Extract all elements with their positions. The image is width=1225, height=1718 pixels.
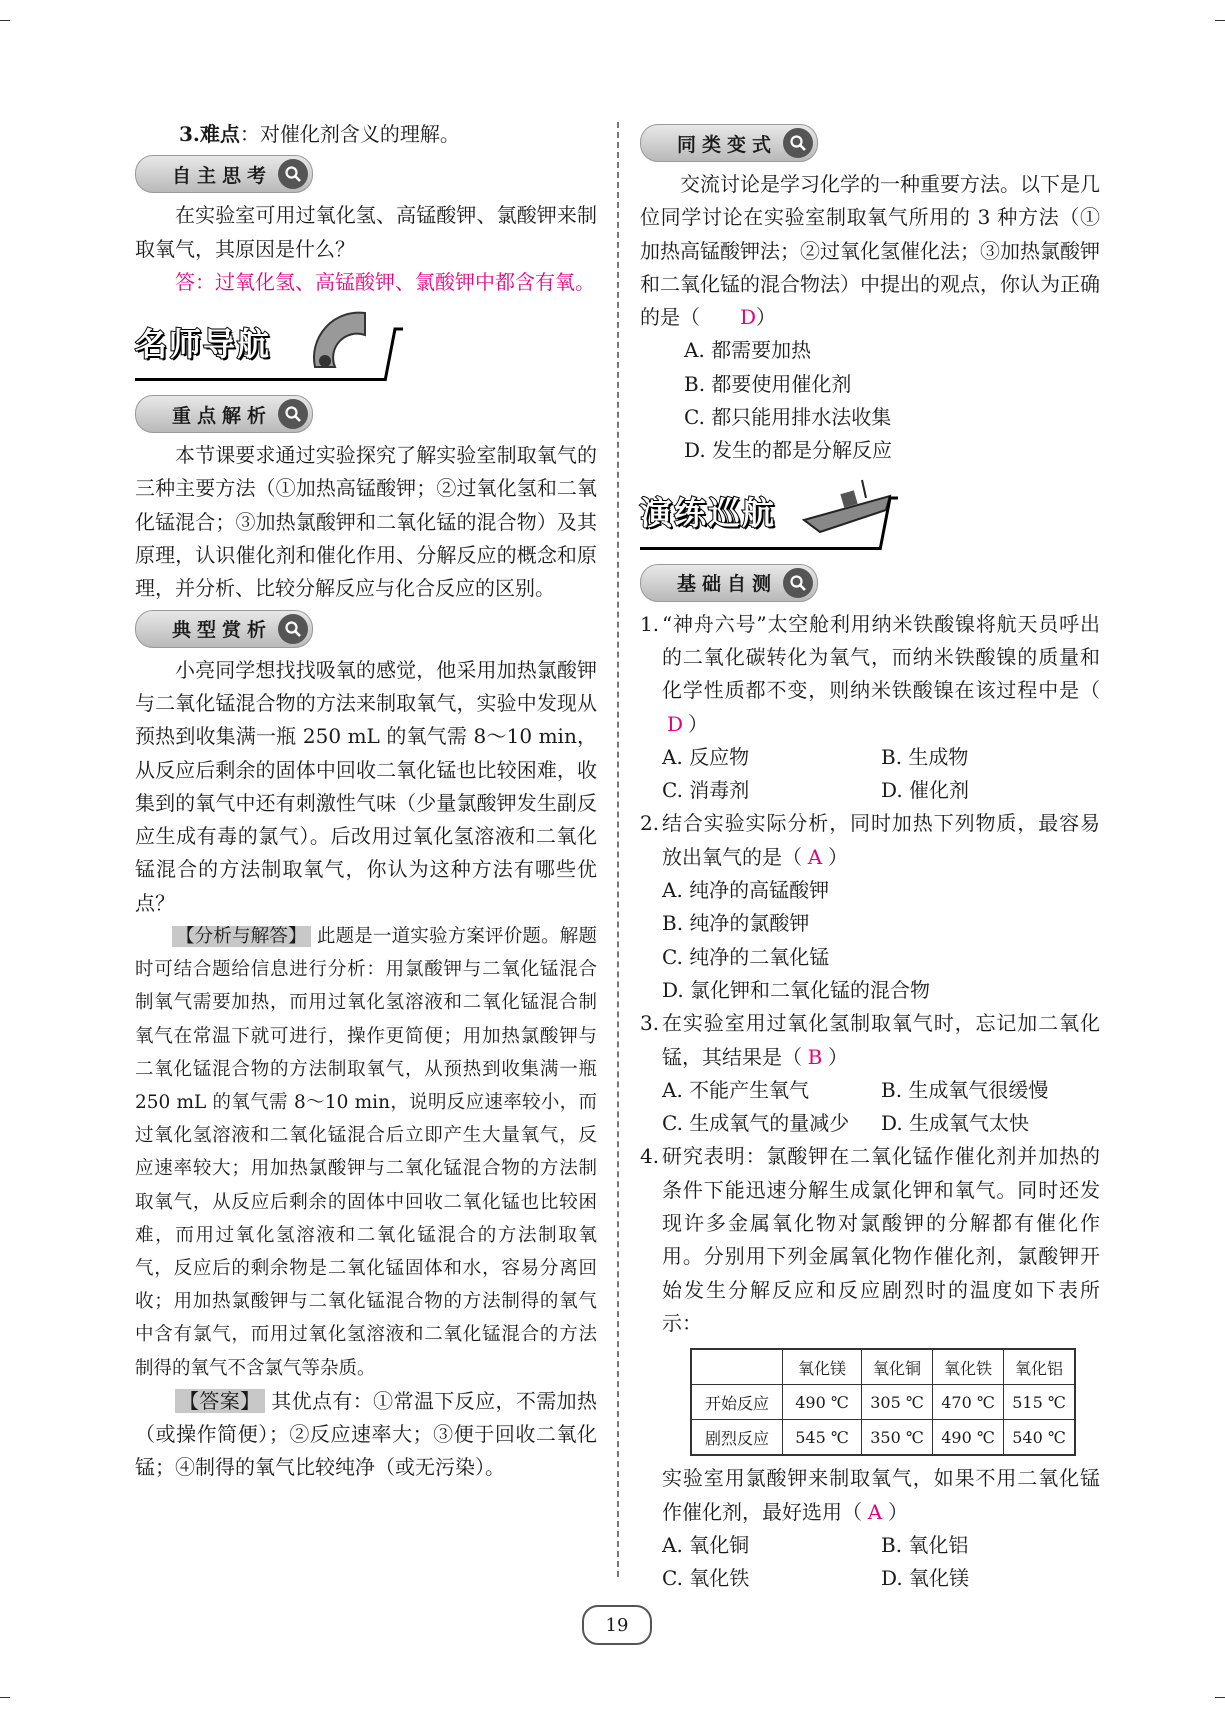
magnifier-icon (278, 159, 308, 189)
question-close-paren: ） (828, 1044, 848, 1069)
banner-teacher-title: 名师导航 (135, 325, 272, 364)
table-header-cell: 氧化镁 (783, 1349, 862, 1385)
table-cell: 540 ℃ (1004, 1420, 1076, 1456)
table-cell: 490 ℃ (933, 1420, 1004, 1456)
option-b: B. 生成物 (881, 744, 969, 769)
table-cell: 剧烈反应 (691, 1420, 783, 1456)
analysis-text: 此题是一道实验方案评价题。解题时可结合题给信息进行分析：用氯酸钾与二氧化锰混合制氧气需要加热，而用过氧化氢溶液和二氧化锰混合制氧气在常温下就可进行，操作更简便；用加热氯酸钾与二氧化锰混合物的方法制取氧气，从预热到收集满一瓶 250 mL 的氧气需 8～10 min，说明反应速率较小，而过氧化氢溶液和二氧化锰混合后立即产生大量氧气，反应速率较大；用加热氯酸钾与二氧化锰混合物的方法制取氧气，从反应后剩余的固体中回收二氧化锰也比较困难，而用过氧化氢溶液和二氧化锰混合的方法制取氧气，反应后的剩余物是二氧化锰固体和水，容易分离回收；用加热氯酸钾与二氧化锰混合物的方法制得的氧气中含有氯气，而用过氧化氢溶液和二氧化锰混合的方法制得的氧气不含氯气等杂质。 (135, 926, 597, 1379)
table-header-cell: 氧化铁 (933, 1349, 1004, 1385)
option-a: A. 反应物 (662, 744, 750, 769)
table-row (691, 1420, 1075, 1456)
example-text: 小亮同学想找找吸氧的感觉，他采用加热氯酸钾与二氧化锰混合物的方法来制取氧气，实验中发现从预热到收集满一瓶 250 mL 的氧气需 8～10 min，从反应后剩余的固体中回收二氧化锰也比较困难，收集到的氧气中还有刺激性气味（少量氯酸钾发生副反应生成有毒的氯气）。后改用过氧化氢溶液和二氧化锰混合的方法制取氧气，你认为这种方法有哪些优点？ (135, 657, 597, 915)
analysis-paragraph (135, 920, 597, 1385)
table-cell: 开始反应 (691, 1385, 783, 1420)
variant-option-b: B. 都要使用催化剂 (684, 371, 852, 396)
option-c: C. 氧化铁 (662, 1566, 750, 1591)
option-c: C. 生成氧气的量减少 (662, 1111, 850, 1136)
answer-text: 其优点有：①常温下反应，不需加热（或操作简便）；②反应速率大；③便于回收二氧化锰；④制得的氧气比较纯净（或无污染）。 (135, 1388, 598, 1480)
catalyst-temperature-table (690, 1348, 1076, 1456)
crop-mark (0, 1697, 10, 1698)
variant-close-paren: ） (756, 305, 777, 330)
right-column (640, 124, 1100, 1595)
option-a: A. 纯净的高锰酸钾 (662, 878, 830, 903)
magnifier-icon (783, 128, 813, 158)
answer-label: 【答案】 (175, 1389, 265, 1413)
magnifier-icon (278, 614, 308, 644)
option-b: B. 氧化铝 (881, 1532, 969, 1557)
option-b: B. 生成氧气很缓慢 (881, 1077, 1049, 1102)
table-cell: 545 ℃ (783, 1420, 862, 1456)
question-number: 4. (640, 1144, 660, 1169)
page-number-text: 19 (605, 1614, 629, 1636)
difficulty-line (135, 118, 597, 151)
q3-options-row2 (640, 1107, 1100, 1140)
magnifier-icon (783, 568, 813, 598)
pill-example (135, 610, 313, 648)
pill-self-think-label: 自主思考 (172, 164, 273, 187)
answer-paragraph (135, 1385, 597, 1485)
pill-basic-test (640, 564, 818, 602)
question-answer: A (807, 844, 823, 869)
page-number (582, 1605, 652, 1645)
table-header-cell (691, 1349, 783, 1385)
option-d: D. 氧化镁 (881, 1566, 970, 1591)
pill-self-think (135, 155, 313, 193)
crop-mark (1215, 1697, 1225, 1698)
option-c: C. 消毒剂 (662, 778, 750, 803)
question-close-paren: ） (828, 844, 848, 869)
option-d: D. 生成氧气太快 (881, 1111, 1030, 1136)
question-close-paren: ） (688, 711, 708, 736)
q4-options-row2 (640, 1562, 1100, 1595)
pill-variant-label: 同类变式 (677, 133, 778, 156)
pill-key-label: 重点解析 (172, 404, 273, 427)
q1-options-row1 (640, 741, 1100, 774)
banner-practice-title: 演练巡航 (640, 493, 777, 532)
variant-option-d: D. 发生的都是分解反应 (684, 438, 893, 463)
variant-answer: D (740, 305, 757, 330)
question-4-followup (640, 1462, 1100, 1529)
banner-teacher-guide (135, 313, 597, 383)
option-c: C. 纯净的二氧化锰 (662, 944, 830, 969)
table-header-row (691, 1349, 1075, 1385)
difficulty-label: 难点 (199, 122, 240, 146)
question-text: 研究表明：氯酸钾在二氧化锰作催化剂并加热的条件下能迅速分解生成氯化钾和氧气。同时还发现许多金属氧化物对氯酸钾的分解都有催化作用。分别用下列金属氧化物作催化剂，氯酸钾开始发生分解反应和反应剧烈时的温度如下表所示： (662, 1144, 1100, 1335)
pill-variant (640, 124, 818, 162)
option-d: D. 氯化钾和二氧化锰的混合物 (662, 977, 931, 1002)
pill-key-analysis (135, 395, 313, 433)
table-cell: 470 ℃ (933, 1385, 1004, 1420)
key-analysis-text: 本节课要求通过实验探究了解实验室制取氧气的三种主要方法（①加热高锰酸钾；②过氧化氢和二氧化锰混合；③加热氯酸钾和二氧化锰的混合物）及其原理，认识催化剂和催化作用、分解反应的概念和原理，并分析、比较分解反应与化合反应的区别。 (135, 443, 597, 601)
analysis-label: 【分析与解答】 (172, 926, 311, 947)
question-text: 结合实验实际分析，同时加热下列物质，最容易放出氧气的是（ (662, 811, 1100, 869)
question-answer: D (666, 711, 684, 736)
question-close-paren: ） (888, 1499, 908, 1524)
question-number: 3. (640, 1011, 660, 1036)
variant-text: 交流讨论是学习化学的一种重要方法。以下是几位同学讨论在实验室制取氧气所用的 3 种方法（①加热高锰酸钾法；②过氧化氢催化法；③加热氯酸钾和二氧化锰的混合物法）中提出的观点，你认为正确的是（ (640, 172, 1100, 330)
crop-mark (1215, 20, 1225, 21)
question-4 (640, 1140, 1100, 1340)
pill-example-label: 典型赏析 (172, 619, 273, 642)
question-text: “神舟六号”太空舱利用纳米铁酸镍将航天员呼出的二氧化碳转化为氧气，而纳米铁酸镍的质量和化学性质都不变，则纳米铁酸镍在该过程中是（ (662, 611, 1100, 703)
table-cell: 350 ℃ (862, 1420, 933, 1456)
banner-practice (640, 482, 1100, 552)
table-header-cell: 氧化铜 (862, 1349, 933, 1385)
difficulty-num: 3. (179, 122, 200, 146)
option-d: D. 催化剂 (881, 778, 970, 803)
q4-options-row1 (640, 1529, 1100, 1562)
q1-options-row2 (640, 774, 1100, 807)
magnifier-icon (278, 399, 308, 429)
gauge-icon (295, 305, 385, 375)
table-row (691, 1385, 1075, 1420)
left-column (135, 118, 597, 1485)
self-think-answer: 答：过氧化氢、高锰酸钾、氯酸钾中都含有氧。 (175, 269, 595, 294)
option-b: B. 纯净的氯酸钾 (662, 911, 810, 936)
question-number: 2. (640, 811, 660, 836)
question-answer: B (807, 1044, 823, 1069)
crop-mark (0, 20, 10, 21)
table-header-cell: 氧化铝 (1004, 1349, 1076, 1385)
question-2 (640, 807, 1100, 874)
variant-option-a: A. 都需要加热 (684, 338, 812, 363)
table-cell: 305 ℃ (862, 1385, 933, 1420)
table-cell: 515 ℃ (1004, 1385, 1076, 1420)
variant-option-c: C. 都只能用排水法收集 (684, 405, 892, 430)
option-a: A. 不能产生氧气 (662, 1077, 810, 1102)
question-3 (640, 1007, 1100, 1074)
self-think-question: 在实验室可用过氧化氢、高锰酸钾、氯酸钾来制取氧气，其原因是什么？ (135, 203, 597, 261)
difficulty-text: ：对催化剂含义的理解。 (239, 122, 460, 146)
question-text: 实验室用氯酸钾来制取氧气，如果不用二氧化锰作催化剂，最好选用（ (662, 1466, 1100, 1524)
table-cell: 490 ℃ (783, 1385, 862, 1420)
q3-options-row1 (640, 1074, 1100, 1107)
variant-question (640, 168, 1100, 334)
option-a: A. 氧化铜 (662, 1532, 750, 1557)
pill-basic-label: 基础自测 (677, 573, 778, 596)
question-text: 在实验室用过氧化氢制取氧气时，忘记加二氧化锰，其结果是（ (662, 1011, 1100, 1069)
question-number: 1. (640, 611, 660, 636)
question-1 (640, 608, 1100, 741)
question-answer: A (867, 1499, 883, 1524)
column-divider (617, 122, 619, 1577)
